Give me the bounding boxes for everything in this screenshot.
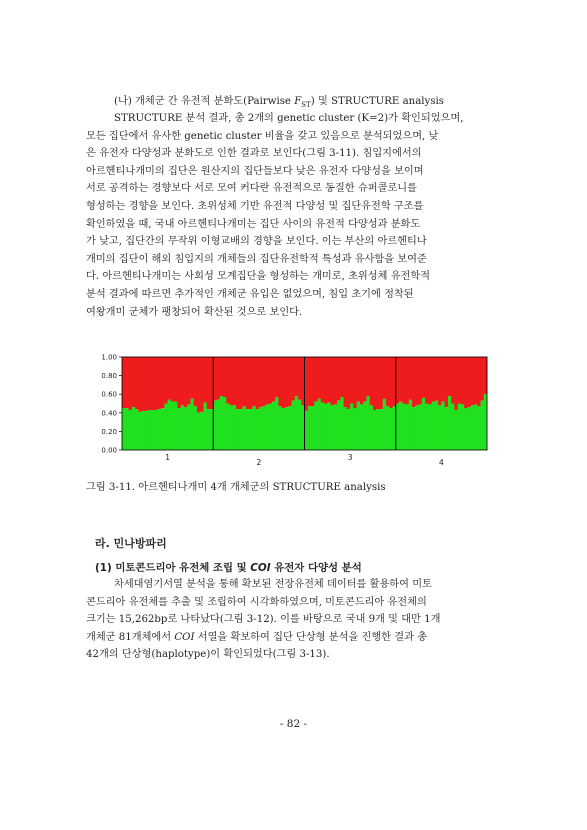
structure-bar-cluster1 [132,407,136,450]
paragraph-line: 가 낮고, 집단간의 무작위 이형교배의 경향을 보인다. 이는 부산의 아르헨티나 [86,236,427,248]
structure-bar-cluster2 [223,357,227,397]
line4-b: 서열을 확보하여 집단 단상형 분석을 진행한 결과 총 [194,631,428,643]
structure-bar-cluster1 [135,409,139,450]
structure-bar-cluster1 [415,405,419,450]
structure-bar-cluster2 [327,357,331,403]
structure-bar-cluster2 [239,357,243,409]
structure-bar-cluster1 [285,407,289,450]
structure-bar-cluster1 [402,404,406,451]
y-tick-label: 1.00 [101,353,117,362]
structure-bar-cluster2 [194,357,198,406]
structure-bar-cluster2 [168,357,172,400]
structure-bar-cluster2 [171,357,175,402]
structure-bar-cluster1 [471,405,475,450]
structure-bar-cluster1 [379,409,383,450]
structure-bar-cluster1 [288,406,292,450]
structure-bar-cluster1 [435,401,439,450]
structure-bar-cluster1 [226,404,230,451]
structure-bar-cluster2 [471,357,475,405]
structure-bar-cluster2 [298,357,302,400]
structure-bar-cluster1 [155,410,159,450]
structure-bar-cluster1 [256,409,260,450]
structure-bar-cluster1 [425,404,429,451]
structure-bar-cluster2 [259,357,263,407]
structure-bar-cluster1 [138,412,142,450]
structure-bar-cluster1 [376,409,380,450]
structure-bar-cluster1 [432,402,436,450]
structure-bar-cluster1 [419,404,423,450]
structure-bar-cluster2 [158,357,162,409]
structure-bar-cluster2 [451,357,455,404]
section-heading-ra: 라. 민나방파리 [95,537,167,550]
structure-bar-cluster1 [190,399,194,450]
structure-bar-cluster2 [256,357,260,409]
structure-bar-cluster2 [402,357,406,404]
section-heading-suffix: ) 및 STRUCTURE analysis [310,96,445,107]
structure-bar-cluster1 [295,396,299,450]
structure-bar-cluster2 [243,357,247,406]
subsection-suffix: 유전자 다양성 분석 [270,562,362,574]
structure-bar-cluster2 [200,357,204,412]
structure-bar-cluster2 [458,357,462,404]
paragraph-line: 크기는 15,262bp로 나타났다(그림 3-12). 이를 바탕으로 국내 9개 및 대만 1개 [86,614,441,626]
subsection-prefix: (1) 미토콘드리아 유전체 조립 및 [95,562,251,574]
structure-bar-cluster2 [314,357,318,402]
structure-bar-cluster2 [262,357,266,406]
structure-bar-cluster2 [464,357,468,408]
structure-bar-cluster2 [135,357,139,409]
structure-bar-cluster2 [432,357,436,402]
structure-bar-cluster2 [233,357,237,405]
structure-bar-cluster1 [399,402,403,450]
y-tick-label: 0.40 [101,409,117,418]
structure-bar-cluster1 [445,407,449,450]
structure-bar-cluster2 [324,357,328,404]
paragraph-structure-results [86,110,488,321]
structure-bar-cluster1 [129,410,133,450]
structure-bar-cluster1 [282,408,286,450]
coi-gene-name-inline: COI [174,631,195,643]
structure-bar-cluster2 [373,357,377,410]
paragraph-line [86,629,488,647]
structure-bar-cluster1 [327,403,331,450]
structure-bar-cluster2 [357,357,361,402]
structure-bar-cluster1 [184,407,188,450]
structure-bar-cluster2 [249,357,253,409]
structure-bar-cluster2 [164,357,168,404]
structure-bar-cluster1 [125,408,129,450]
structure-bar-cluster2 [308,357,312,406]
structure-bar-cluster2 [337,357,341,401]
structure-bar-cluster1 [187,404,191,450]
structure-bar-cluster1 [239,409,243,450]
structure-bar-cluster1 [366,396,370,450]
structure-bar-cluster1 [353,408,357,450]
structure-bar-cluster1 [278,406,282,450]
structure-bar-cluster1 [448,396,452,450]
structure-bar-cluster2 [207,357,211,409]
structure-bar-cluster2 [275,357,279,397]
structure-bar-cluster2 [353,357,357,408]
structure-bar-cluster2 [441,357,445,402]
structure-bar-cluster2 [236,357,240,409]
structure-bar-cluster2 [181,357,185,405]
structure-bar-cluster1 [177,408,181,450]
structure-bar-cluster1 [318,399,322,450]
page-number: - 82 - [279,718,308,730]
structure-bar-cluster1 [389,408,393,450]
paragraph-line: 콘드리아 유전체를 추출 및 조립하여 시각화하였으며, 미토콘드리아 유전체의 [86,596,427,608]
structure-bar-cluster2 [226,357,230,404]
structure-bar-cluster1 [357,402,361,450]
structure-bar-cluster2 [438,357,442,405]
structure-bar-cluster2 [347,357,351,409]
structure-bar-cluster2 [334,357,338,404]
structure-bar-cluster1 [174,402,178,450]
structure-bar-cluster2 [383,357,387,399]
fst-subscript: ST [301,101,311,110]
structure-bar-cluster1 [203,403,207,450]
structure-bar-cluster1 [249,409,253,450]
structure-bar-cluster2 [213,357,217,401]
structure-bar-cluster2 [269,357,273,404]
y-tick-label: 0.80 [101,372,117,381]
structure-bar-cluster1 [168,400,172,450]
structure-bar-cluster1 [194,406,198,450]
structure-bar-cluster2 [272,357,276,402]
paragraph-line: STRUCTURE 분석 결과, 총 2개의 genetic cluster (K=2)가 확인되었으며, [114,113,464,124]
coi-gene-name: COI [250,562,271,574]
structure-bar-cluster1 [438,405,442,450]
structure-bar-cluster2 [474,357,478,404]
structure-bar-cluster1 [207,409,211,450]
structure-bar-cluster2 [122,357,126,408]
structure-chart-svg [86,348,496,473]
structure-bar-cluster2 [282,357,286,408]
structure-bar-cluster2 [428,357,432,404]
fst-symbol: F [294,96,302,107]
structure-bar-cluster2 [399,357,403,402]
structure-bar-cluster2 [406,357,410,404]
paragraph-line: 다. 아르헨티나개미는 사회성 모계집단을 형성하는 개미로, 초위성체 유전학적 [86,271,431,283]
structure-bar-cluster1 [441,402,445,450]
structure-bar-cluster2 [344,357,348,407]
structure-bar-cluster1 [243,406,247,450]
structure-bar-cluster2 [187,357,191,404]
y-tick-label: 0.00 [101,446,117,455]
structure-bar-cluster1 [428,404,432,450]
structure-bar-cluster2 [295,357,299,396]
structure-bar-cluster1 [331,405,335,450]
y-tick-label: 0.60 [101,390,117,399]
structure-bar-cluster2 [177,357,181,408]
structure-bar-cluster2 [448,357,452,396]
structure-bar-cluster2 [220,357,224,396]
structure-bar-cluster1 [151,410,155,450]
y-tick-label: 0.20 [101,427,117,436]
structure-bar-cluster2 [454,357,458,410]
structure-bar-cluster1 [236,409,240,450]
structure-bar-cluster1 [164,404,168,451]
structure-bar-cluster2 [467,357,471,407]
structure-bar-cluster1 [265,404,269,450]
structure-bar-cluster2 [419,357,423,404]
structure-bar-cluster2 [363,357,367,402]
structure-bar-cluster1 [347,409,351,450]
structure-bar-cluster2 [138,357,142,412]
structure-bar-cluster2 [396,357,400,404]
paragraph-line: 서로 공격하는 경향보다 서로 모여 커다란 유전적으로 동질한 슈퍼콜로니를 [86,183,417,195]
structure-bar-cluster2 [197,357,201,413]
structure-bar-cluster1 [291,401,295,450]
structure-bar-cluster2 [379,357,383,409]
structure-bar-cluster1 [161,408,165,450]
structure-bar-cluster2 [425,357,429,404]
structure-bar-cluster2 [415,357,419,405]
structure-bar-cluster2 [376,357,380,409]
structure-bar-cluster2 [360,357,364,404]
structure-bar-cluster2 [203,357,207,403]
structure-bar-cluster1 [122,408,126,450]
structure-bar-cluster1 [422,398,426,450]
structure-bar-cluster2 [386,357,390,406]
subsection-heading-coi [95,559,362,574]
paragraph-line: 개미의 집단이 해외 침입지의 개체들의 집단유전학적 특성과 유사함을 보여준 [86,253,427,265]
structure-bar-cluster1 [340,397,344,450]
paragraph-mitogenome [86,576,488,664]
structure-bar-cluster1 [363,402,367,450]
structure-bar-cluster1 [246,409,250,450]
group-label: 2 [256,458,262,467]
structure-bar-cluster1 [298,400,302,450]
structure-bar-cluster2 [412,357,416,407]
structure-bar-cluster2 [148,357,152,410]
structure-bar-cluster1 [148,410,152,450]
structure-bar-cluster1 [406,404,410,450]
structure-bar-cluster2 [321,357,325,403]
structure-bar-cluster1 [461,404,465,450]
structure-bar-cluster1 [321,403,325,450]
structure-bar-cluster1 [252,406,256,450]
structure-bar-cluster2 [230,357,234,405]
paragraph-line: 은 유전자 다양성과 분화도로 인한 결과로 보인다(그림 3-11). 침입지에서의 [86,148,422,160]
structure-bar-cluster2 [477,357,481,406]
structure-bar-cluster1 [480,401,484,450]
structure-bar-cluster1 [350,404,354,451]
structure-bar-cluster1 [344,407,348,450]
structure-bar-cluster1 [181,405,185,450]
structure-bar-cluster2 [246,357,250,409]
structure-bar-cluster1 [262,406,266,450]
structure-bar-cluster1 [171,402,175,450]
section-heading-prefix: (나) 개체군 간 유전적 분화도(Pairwise [114,96,295,107]
group-label: 1 [165,453,171,462]
structure-bar-cluster1 [275,397,279,450]
structure-bar-cluster1 [474,404,478,450]
structure-bar-cluster2 [190,357,194,399]
structure-bar-cluster2 [291,357,295,401]
structure-bar-cluster1 [373,410,377,450]
structure-bar-cluster2 [318,357,322,399]
structure-bar-cluster1 [305,411,309,450]
structure-bar-cluster2 [435,357,439,401]
structure-bar-cluster1 [158,409,162,450]
structure-bar-cluster1 [217,400,221,450]
paragraph-line: 42개의 단상형(haplotype)이 확인되었다(그림 3-13). [86,649,330,661]
paragraph-line: 형성하는 경향을 보인다. 초위성체 기반 유전적 다양성 및 집단유전학 구조를 [86,200,424,212]
structure-bar-cluster1 [197,413,201,450]
structure-bar-cluster1 [314,402,318,450]
structure-bar-cluster2 [350,357,354,404]
structure-bar-cluster1 [324,404,328,451]
structure-bar-cluster1 [269,404,273,451]
paragraph-line: 모든 집단에서 유사한 genetic cluster 비율을 갖고 있음으로 분석되었으며, 낮 [86,130,439,142]
structure-bar-cluster2 [252,357,256,406]
structure-bar-cluster2 [445,357,449,407]
structure-bar-cluster1 [200,412,204,450]
structure-bar-cluster2 [125,357,129,408]
structure-bar-cluster2 [370,357,374,405]
paragraph-line: 아르헨티나개미의 집단은 원산지의 집단들보다 낮은 유전자 다양성을 보이며 [86,165,424,177]
structure-bar-cluster1 [451,404,455,451]
structure-bar-cluster1 [220,396,224,450]
structure-bar-cluster1 [458,404,462,451]
structure-bar-cluster2 [217,357,221,400]
structure-bar-cluster1 [409,400,413,450]
paragraph-line: 분석 결과에 따르면 추가적인 개체군 유입은 없었으며, 침입 초기에 정착된 [86,288,414,300]
structure-bar-cluster2 [265,357,269,404]
structure-bar-cluster1 [360,404,364,450]
structure-bar-cluster1 [383,399,387,450]
structure-bar-cluster1 [412,407,416,450]
figure-caption: 그림 3-11. 아르헨티나개미 4개 개체군의 STRUCTURE analysis [86,482,386,493]
structure-bar-cluster2 [389,357,393,408]
structure-bar-cluster2 [409,357,413,400]
structure-bar-cluster2 [161,357,165,408]
structure-bar-cluster2 [331,357,335,405]
structure-bar-cluster2 [174,357,178,402]
paragraph-line: 확인하였을 때, 국내 아르헨티나개미는 집단 사이의 유전적 다양성과 분화도 [86,218,421,230]
structure-bar-cluster1 [311,406,315,450]
group-label: 4 [438,458,444,467]
structure-bar-cluster2 [145,357,149,411]
structure-bar-cluster1 [477,406,481,450]
structure-bar-cluster1 [142,411,146,450]
structure-bar-cluster2 [142,357,146,411]
paragraph-line: 여왕개미 군체가 팽창되어 확산된 것으로 보인다. [86,306,303,318]
structure-bar-cluster2 [340,357,344,397]
structure-bar-cluster1 [213,401,217,450]
structure-bar-cluster1 [464,408,468,450]
structure-bar-cluster1 [308,406,312,450]
structure-bar-cluster1 [334,404,338,450]
structure-bar-cluster2 [288,357,292,406]
structure-bar-cluster1 [259,407,263,450]
structure-bar-cluster2 [184,357,188,407]
group-label: 3 [347,453,353,462]
structure-bar-cluster1 [233,405,237,450]
structure-bar-cluster2 [311,357,315,406]
structure-bar-cluster1 [230,405,234,450]
structure-bar-cluster2 [480,357,484,401]
structure-chart [86,348,496,473]
structure-bar-cluster2 [461,357,465,404]
structure-bar-cluster2 [305,357,309,411]
structure-bar-cluster2 [366,357,370,396]
structure-bar-cluster1 [337,401,341,450]
structure-bar-cluster1 [370,405,374,450]
section-heading-nah [114,93,494,111]
structure-bar-cluster2 [155,357,159,410]
structure-bar-cluster2 [151,357,155,410]
structure-bar-cluster1 [396,404,400,451]
structure-bar-cluster2 [285,357,289,407]
structure-bar-cluster2 [422,357,426,398]
structure-bar-cluster1 [272,402,276,450]
structure-bar-cluster2 [129,357,133,410]
structure-bar-cluster1 [467,407,471,450]
structure-bar-cluster2 [132,357,136,407]
line4-a: 개체군 81개체에서 [86,631,175,643]
structure-bar-cluster2 [278,357,282,406]
structure-bar-cluster1 [145,411,149,450]
structure-bar-cluster1 [223,397,227,450]
paragraph-line: 차세대염기서열 분석을 통해 확보된 전장유전체 데이터를 활용하여 미토 [114,579,432,590]
structure-bar-cluster1 [386,406,390,450]
structure-bar-cluster1 [454,410,458,450]
